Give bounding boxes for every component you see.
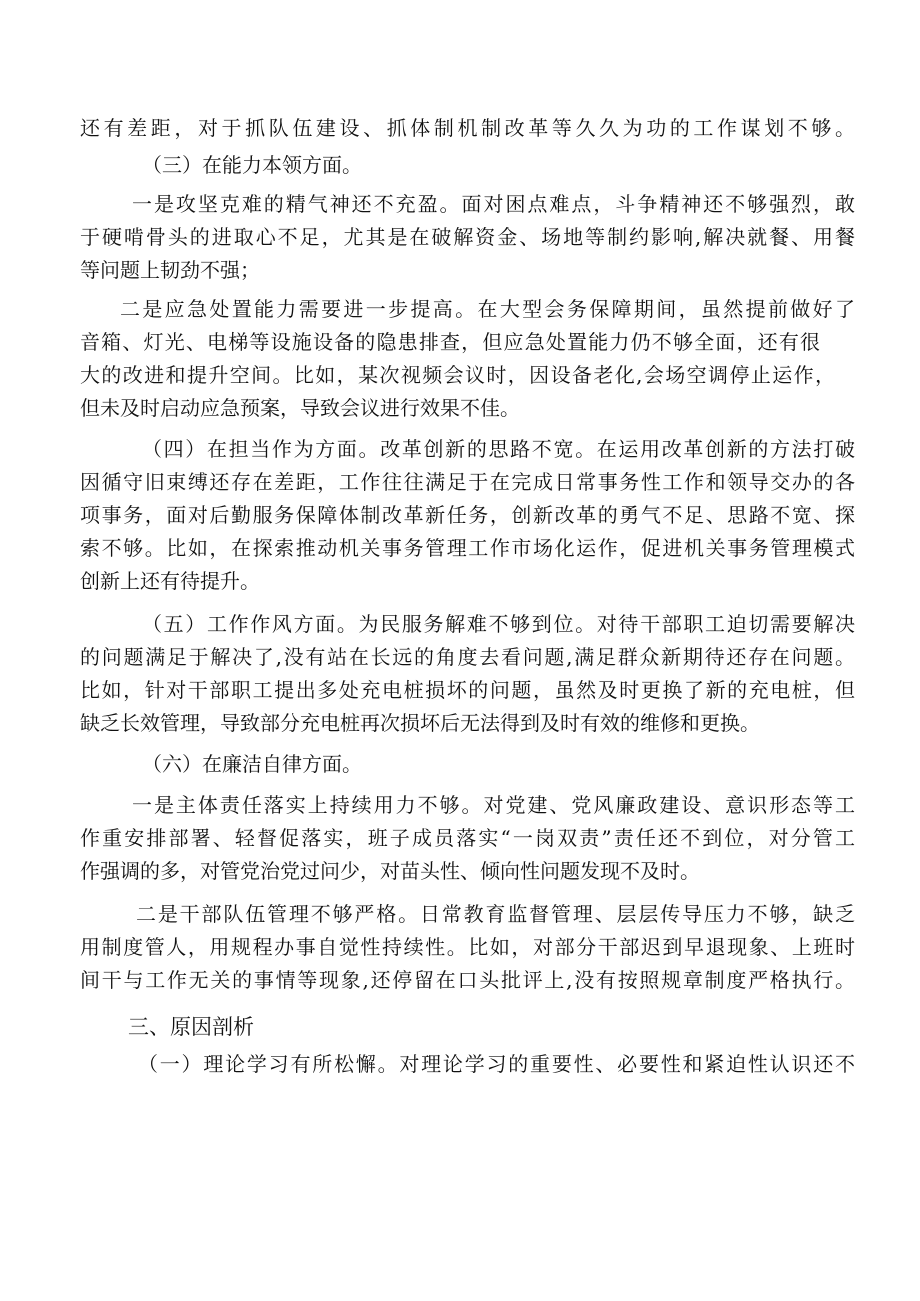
paragraph-integrity-2 (80, 898, 855, 997)
document-page (80, 112, 855, 1081)
text-line: 间干与工作无关的事情等现象,还停留在口头批评上,没有按照规章制度严格执行。 (80, 968, 855, 992)
text-line: 二是干部队伍管理不够严格。日常教育监督管理、层层传导压力不够，缺乏 (136, 902, 855, 926)
text-line: 音箱、灯光、电梯等设施设备的隐患排查，但应急处置能力仍不够全面，还有很 (80, 330, 820, 354)
paragraph-work-style (80, 608, 855, 740)
text-line: 因循守旧束缚还存在差距，工作往往满足于在完成日常事务性工作和领导交办的各 (80, 470, 855, 494)
text-line: 索不够。比如，在探索推动机关事务管理工作市场化运作，促进机关事务管理模式 (80, 536, 855, 560)
text-line: 创新上还有待提升。 (80, 569, 260, 593)
text-line: 作重安排部署、轻督促落实，班子成员落实“一岗双责”责任还不到位，对分管工 (80, 826, 855, 850)
text-line: 的问题满足于解决了,没有站在长远的角度去看问题,满足群众新期待还存在问题。 (80, 645, 855, 669)
text-line: （四）在担当作为方面。改革创新的思路不宽。在运用改革创新的方法打破 (142, 437, 855, 461)
text-line: 二是应急处置能力需要进一步提高。在大型会务保障期间，虽然提前做好了 (120, 297, 855, 321)
text-line: 等问题上韧劲不强； (80, 258, 260, 282)
text-line: 于硬啃骨头的进取心不足，尤其是在破解资金、场地等制约影响,解决就餐、用餐 (80, 225, 855, 249)
text-line: 一是攻坚克难的精气神还不充盈。面对困点难点，斗争精神还不够强烈，敢 (132, 192, 855, 216)
text-line: 大的改进和提升空间。比如，某次视频会议时，因设备老化,会场空调停止运作， (80, 363, 835, 387)
text-line: 缺乏长效管理，导致部分充电桩再次损坏后无法得到及时有效的维修和更换。 (80, 711, 760, 735)
paragraph-0 (80, 112, 855, 145)
text-line: 一是主体责任落实上持续用力不够。对党建、党风廉政建设、意识形态等工 (132, 793, 855, 817)
text-line: （五）工作作风方面。为民服务解难不够到位。对待干部职工迫切需要解决 (142, 612, 855, 636)
text-line: 还有差距，对于抓队伍建设、抓体制机制改革等久久为功的工作谋划不够。 (80, 116, 855, 140)
text-line: （六）在廉洁自律方面。 (142, 752, 362, 776)
text-line: 比如，针对干部职工提出多处充电桩损坏的问题，虽然及时更换了新的充电桩，但 (80, 678, 855, 702)
text-line: 用制度管人，用规程办事自觉性持续性。比如，对部分干部迟到早退现象、上班时 (80, 935, 855, 959)
paragraph-integrity-1 (80, 789, 855, 888)
section-title-cause-analysis (80, 1011, 855, 1044)
section-heading-ability (80, 149, 855, 182)
section-title: 三、原因剖析 (128, 1015, 254, 1039)
paragraph-ability-1 (80, 188, 855, 287)
text-line: （一）理论学习有所松懈。对理论学习的重要性、必要性和紧迫性认识还不 (138, 1052, 855, 1076)
section-heading-integrity (80, 748, 855, 781)
text-line: （三）在能力本领方面。 (142, 153, 362, 177)
text-line: 作强调的多，对管党治党过问少，对苗头性、倾向性问题发现不及时。 (80, 859, 700, 883)
text-line: 但未及时启动应急预案，导致会议进行效果不佳。 (80, 396, 520, 420)
text-line: 项事务，面对后勤服务保障体制改革新任务，创新改革的勇气不足、思路不宽、探 (80, 503, 855, 527)
paragraph-ability-2 (80, 293, 855, 425)
paragraph-responsibility (80, 433, 855, 598)
paragraph-cause-1 (80, 1048, 855, 1081)
